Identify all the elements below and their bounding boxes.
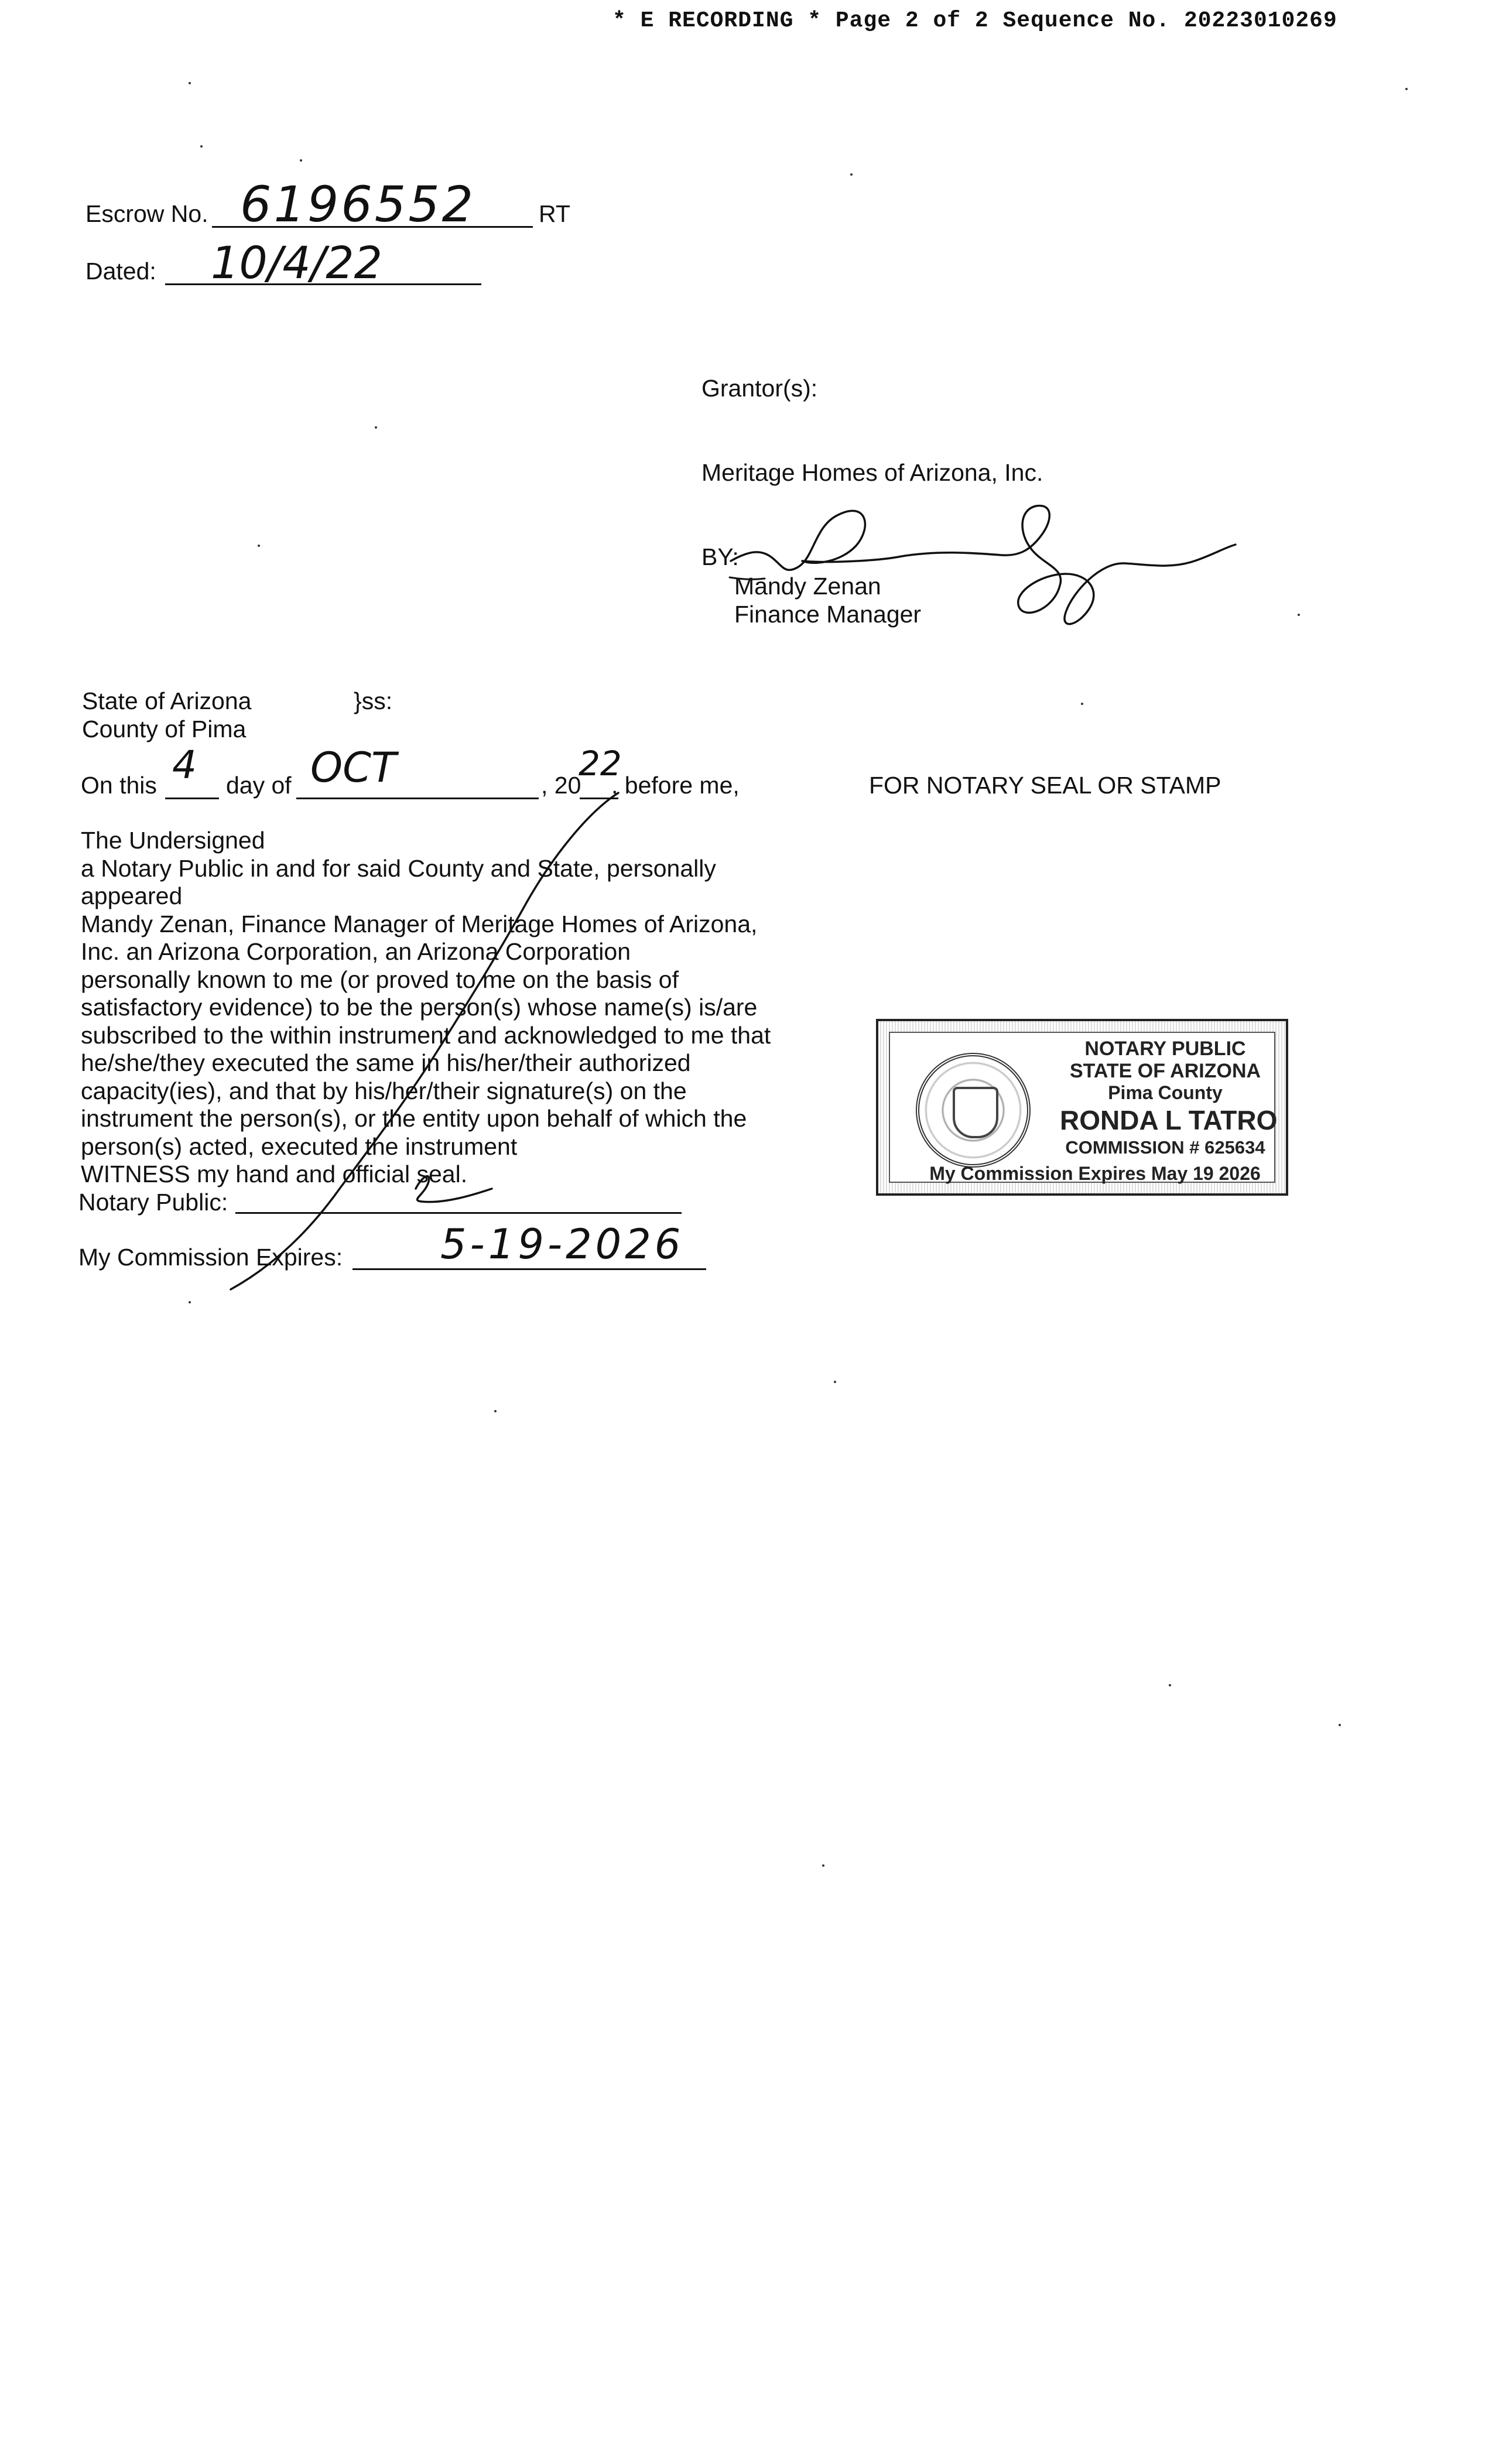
state-seal-icon bbox=[916, 1053, 1031, 1168]
grantor-signature bbox=[726, 492, 1241, 644]
scan-speck bbox=[1081, 703, 1083, 705]
ack-line: satisfactory evidence) to be the person(s) whose name(s) is/are bbox=[81, 994, 758, 1021]
day-handwritten: 4 bbox=[172, 742, 197, 788]
stamp-line-3: Pima County bbox=[1108, 1082, 1223, 1103]
seal-area-label: FOR NOTARY SEAL OR STAMP bbox=[869, 772, 1221, 799]
ack-line: Inc. an Arizona Corporation, an Arizona Corporation bbox=[81, 938, 631, 965]
month-handwritten: OCT bbox=[310, 744, 396, 792]
scan-speck bbox=[375, 426, 377, 429]
commission-label: My Commission Expires: bbox=[78, 1244, 343, 1271]
year-handwritten: 22 bbox=[579, 744, 622, 783]
ack-line: he/she/they executed the same in his/her/their authorized bbox=[81, 1049, 691, 1076]
escrow-number-handwritten: 6196552 bbox=[240, 176, 476, 233]
seal-shield-icon bbox=[953, 1087, 998, 1138]
scan-speck bbox=[850, 173, 853, 176]
scan-speck bbox=[494, 1410, 497, 1412]
dated-handwritten: 10/4/22 bbox=[211, 237, 382, 289]
grantor-label: Grantor(s): bbox=[701, 375, 818, 402]
day-underline bbox=[165, 798, 219, 799]
dated-label: Dated: bbox=[85, 258, 156, 285]
escrow-label: Escrow No. bbox=[85, 200, 208, 227]
escrow-suffix: RT bbox=[539, 200, 570, 227]
scan-speck bbox=[1339, 1724, 1341, 1726]
ack-line: person(s) acted, executed the instrument bbox=[81, 1132, 518, 1160]
on-this-label: On this bbox=[81, 772, 157, 799]
signer-name: Mandy Zenan bbox=[734, 573, 881, 600]
commission-handwritten: 5-19-2026 bbox=[440, 1220, 685, 1268]
ack-line: appeared bbox=[81, 882, 183, 909]
ack-line: Mandy Zenan, Finance Manager of Meritage Homes of Arizona, bbox=[81, 910, 758, 937]
venue-ss: }ss: bbox=[354, 687, 393, 714]
scan-speck bbox=[1405, 88, 1408, 90]
ack-line: subscribed to the within instrument and acknowledged to me that bbox=[81, 1021, 771, 1049]
ack-line: instrument the person(s), or the entity upon behalf of which the bbox=[81, 1105, 747, 1132]
ack-line: WITNESS my hand and official seal. bbox=[81, 1161, 468, 1187]
signer-title: Finance Manager bbox=[734, 601, 922, 628]
scan-speck bbox=[1169, 1684, 1171, 1686]
scan-speck bbox=[1298, 614, 1300, 616]
stamp-line-4: RONDA L TATRO bbox=[1060, 1105, 1278, 1135]
venue-state: State of Arizona bbox=[82, 687, 252, 714]
scan-speck bbox=[189, 82, 191, 84]
stamp-line-5: COMMISSION # 625634 bbox=[1065, 1137, 1265, 1158]
scan-speck bbox=[822, 1864, 824, 1867]
scan-speck bbox=[258, 545, 260, 547]
ack-line: a Notary Public in and for said County and State, personally bbox=[81, 854, 716, 882]
scan-speck bbox=[200, 145, 203, 148]
ack-line: capacity(ies), and that by his/her/their signature(s) on the bbox=[81, 1077, 687, 1104]
day-of-label: day of bbox=[226, 772, 292, 799]
ack-line: The Undersigned bbox=[81, 827, 265, 854]
notary-signature bbox=[223, 790, 632, 1294]
scan-speck bbox=[189, 1301, 191, 1303]
before-me-label: , before me, bbox=[611, 772, 740, 799]
stamp-line-2: STATE OF ARIZONA bbox=[1069, 1060, 1261, 1082]
venue-county: County of Pima bbox=[82, 716, 247, 742]
year-prefix: , 20 bbox=[541, 772, 581, 799]
stamp-line-1: NOTARY PUBLIC bbox=[1084, 1038, 1246, 1060]
notary-stamp bbox=[876, 1019, 1288, 1196]
grantor-company: Meritage Homes of Arizona, Inc. bbox=[701, 459, 1043, 486]
recording-header: * E RECORDING * Page 2 of 2 Sequence No. 20223010269 bbox=[612, 8, 1337, 33]
notary-stamp-inner bbox=[889, 1032, 1278, 1184]
ack-line: personally known to me (or proved to me on the basis of bbox=[81, 966, 679, 993]
by-label: BY: bbox=[701, 543, 739, 570]
notary-public-label: Notary Public: bbox=[78, 1189, 228, 1216]
stamp-line-6: My Commission Expires May 19 2026 bbox=[929, 1163, 1261, 1184]
scan-speck bbox=[834, 1381, 836, 1383]
scan-speck bbox=[300, 159, 302, 162]
